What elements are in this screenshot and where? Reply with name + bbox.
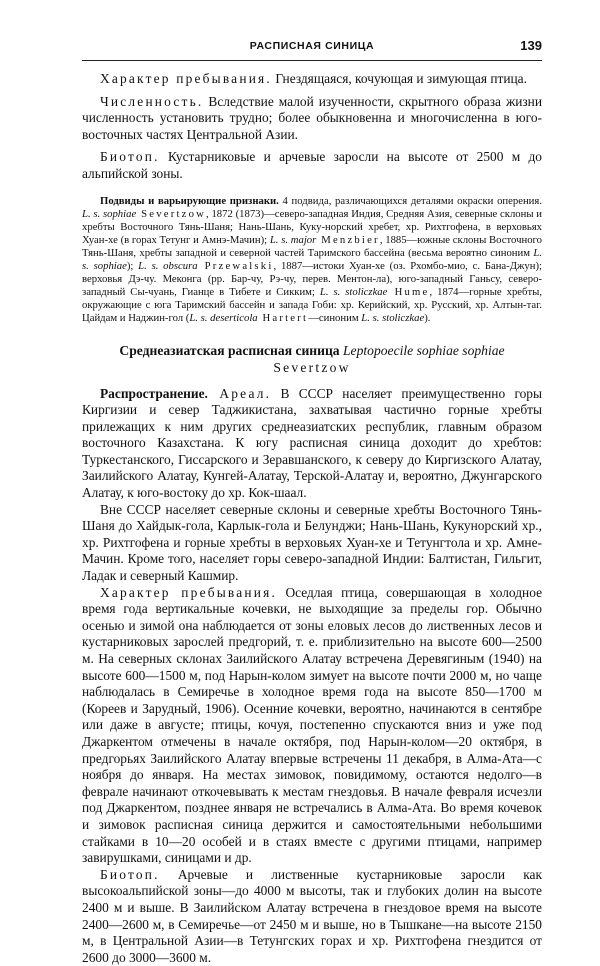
outside-ussr-text: Вне СССР населяет северные склоны и северные хребты Восточного Тянь-Шаня до Хайдык-гола, Карлык-гола и Белунджи; Нань-Шань, Кукунорский хр., хр. Рихтгофена и горные хребты в верховьях Хуан-хе и Тетунгтола и хр. Амне-Мачин. Кроме того, населяет горы северо-западной Индии: Балтистан, Гильгит, Ладак и северный Кашмир. [82,501,542,584]
paragraph-biotope [82,149,542,182]
paragraph-residence-2 [82,585,542,867]
taxon-name: L. s. sophiae [82,246,542,273]
abundance-text: Вследствие малой изученности, скрытного образа жизни численность установить трудно; более обыкновенна и многочисленна в юго-восточных частях Центральной Азии. [82,93,542,142]
taxon-author: Menzbier [316,233,380,246]
taxon-author: Hartert [257,312,309,325]
page-header [82,38,542,58]
taxon-name: L. s. sophiae [82,207,137,220]
section-heading [82,342,542,376]
taxon-name: L. s. deserticola [189,312,258,325]
biotope-text-2: Арчевые и лиственные кустарниковые заросли как высокоальпийской зоны—до 4000 м высоты, так и глубоких долин на высоте 2400 м и выше. В Заилийском Алатау встречена в гнездовое время на высоте 2400—2600 м, в Семиречье—от 2450 м и выше, но в Тышкане—на высоте 2150 м, в Центральной Азии—в Тетунгских горах и хр. Рихтгофена гнездится от 2600 до 3000—3600 м. [82,866,542,965]
taxon-author: Przewalski [197,260,274,273]
paragraph-outside-ussr [82,502,542,585]
taxon-author: Hume [387,286,430,299]
subspecies-text: ). [424,312,431,325]
biotope-label: Биотоп. [100,149,160,165]
taxon-author: Severtzow [136,207,207,220]
subspecies-text: —синоним [308,312,362,325]
paragraph-biotope-2 [82,867,542,966]
residence-text-2: Оседлая птица, совершающая в холодное время года вертикальные кочевки, не выходящие за пределы гор. Обычно осенью и зимой она наблюдается от зоны еловых лесов до лиственных лесов и кустарниковых зарослей предгорий, т. е. приблизительно на высоте 600—2500 м. На северных склонах Заилийского Алатау встречена Деревягиным (1940) на высоте 600—1500 м, под Нарын-колом зимует на высоте почти 2000 м, но чаще наблюдалась в Семиречье в холодное время года на высоте 850—1700 м (Кореев и Зарудный, 1906). Осенние кочевки, вероятно, начинаются в сентябре или даже в августе; птицы, кочуя, постепенно спускаются вниз и уже под Джаркентом отмечены в начале октября, под Нарын-колом—20 октября, в предгорьях Заилийского Алатау впервые встречены 11 декабря, в Алма-Ата—с ноября до января. На местах зимовок, повидимому, остаются недолго—в феврале начинают откочевывать к местам гнездовья. В начале февраля исчезли под Джаркентом, позднее января не встречались в Алма-Ата. Во время кочевок и зимовок расписная синица держится и самостоятельными небольшими стайками в 10—20 особей и в стаях вместе с другими птицами, например завирушками, синицами и др. [82,584,543,866]
residence-label-2: Характер пребывания. [100,584,278,600]
biotope-label-2: Биотоп. [100,866,160,882]
distribution-label: Распространение. [100,385,208,401]
page-number: 139 [520,38,542,53]
subspecies-text: 4 подвида, различающихся деталями окраски оперения. [278,194,542,207]
range-label: Ареал. [207,385,272,401]
subspecies-label: Подвиды и варьирующие признаки. [100,194,279,207]
subspecies-text: ); [126,260,139,273]
heading-title: Среднеазиатская расписная синица [119,342,343,358]
header-rule [82,60,542,61]
heading-author: Severtzow [273,359,351,375]
paragraph-residence [82,71,542,88]
paragraph-distribution [82,386,542,502]
page-body [82,71,542,966]
abundance-label: Численность. [100,93,204,109]
biotope-text: Кустарниковые и арчевые заросли на высоте от 2500 м до альпийской зоны. [82,149,542,181]
running-title: РАСПИСНАЯ СИНИЦА [249,40,375,52]
taxon-name: L. s. stoliczkae [319,286,388,299]
paragraph-subspecies [82,195,542,326]
distribution-text: В СССР населяет преимущественно горы Киргизии и север Таджикистана, захватывая частично горные хребты прилежащих к ним других среднеазиатских республик, главным образом восточного Казахстана. К югу расписная синица доходит до хребтов: Туркестанского, Гиссарского и Зеравшанского, к северу до Киргизского Алатау, Заилийского Алатау, Кунгей-Алатау, Терской-Алатау и, вероятно, Джунгарского Алатау, к юго-востоку до хр. Кок-шаал. [82,385,542,501]
taxon-name: L. s. stoliczkae [361,312,425,325]
subspecies-text: , 1887—истоки Хуан-хе (оз. Рхомбо-мио, с. Бана-Джун); верховья Дэ-чу. Меконга (рр. Бар-чу, Рэ-чу, перев. Ментон-ла), юго-западный Ганьсу, северо-западный Сы-чуань, Гианце в Тибете и Сикким; [82,260,542,299]
residence-text: Гнездящаяся, кочующая и зимующая птица. [271,71,527,86]
taxon-name: L. s. major [269,233,317,246]
residence-label: Характер пребывания. [100,71,272,86]
taxon-name: L. s. obscura [138,260,198,273]
subspecies-text: , 1872 (1873)—северо-западная Индия, Средняя Азия, северные склоны и хребты Восточного Тянь-Шаня; Нань-Шань, Куку-норский хребет, хр. Рихтгофена, в верховьях Хуан-хе (в горах Тетунг и Амнэ-Мачин); [82,207,542,246]
subspecies-text: , 1885—южные склоны Восточного Тянь-Шаня, хребты западной и северной частей Таримского бассейна (весьма вероятно синоним [82,233,543,259]
heading-latin: Leptopoecile sophiae sophiae [343,342,505,358]
subspecies-text: , 1874—горные хребты, окружающие с юга Таримский бассейн и запада Гоби: хр. Керийский, хр. Русский, хр. Алтын-таг. Цайдам и Наджин-гол ( [82,286,543,325]
paragraph-abundance [82,94,542,144]
